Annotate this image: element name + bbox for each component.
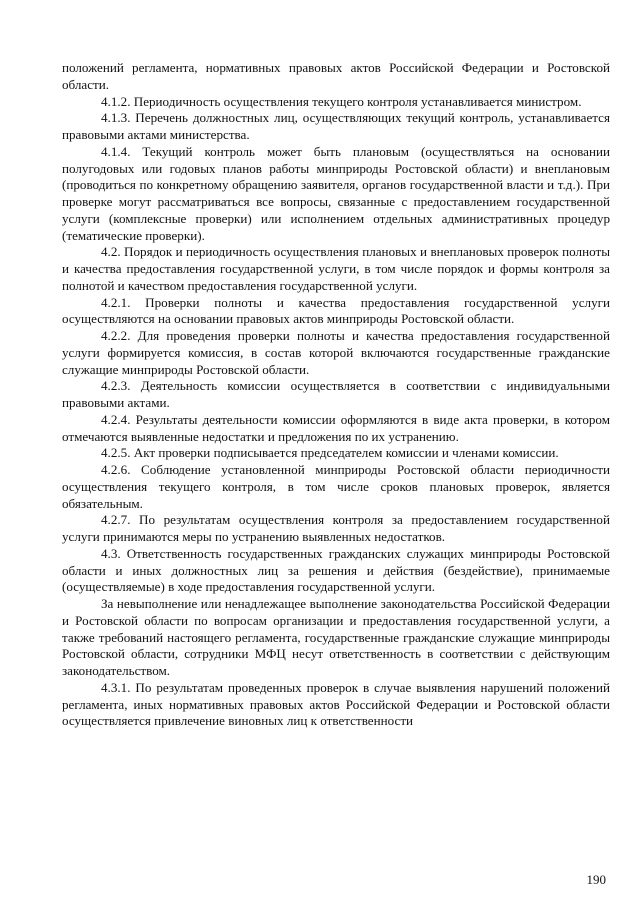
paragraph-4-1-4: 4.1.4. Текущий контроль может быть плановым (осуществляться на основании полугодовых или годовых планов работы минприроды Ростовской области) и внеплановым (проводиться по конкретному обращению заявителя, органов государственной власти и т.д.). При проверке могут рассматриваться все вопросы, связанные с предоставлением государственной услуги (комплексные проверки) или исполнением отдельных административных процедур (тематические проверки). — [62, 143, 610, 243]
paragraph-4-3: 4.3. Ответственность государственных гражданских служащих минприроды Ростовской области и иных должностных лиц за решения и действия (бездействие), принимаемые (осуществляемые) в ходе предоставления государственной услуги. — [62, 545, 610, 595]
paragraph-4-2-3: 4.2.3. Деятельность комиссии осуществляется в соответствии с индивидуальными правовыми актами. — [62, 378, 610, 410]
paragraph-liability: За невыполнение или ненадлежащее выполнение законодательства Российской Федерации и Ростовской области по вопросам организации и предоставления государственной услуги, а также требований настоящего регламента, государственные гражданские служащие минприроды Ростовской области, сотрудники МФЦ несут ответственность в соответствии с действующим законодательством. — [62, 596, 610, 678]
page-body — [62, 60, 610, 730]
paragraph-4-2-7: 4.2.7. По результатам осуществления контроля за предоставлением государственной услуги принимаются меры по устранению выявленных недостатков. — [62, 512, 610, 544]
paragraph-4-2-4: 4.2.4. Результаты деятельности комиссии оформляются в виде акта проверки, в котором отмечаются выявленные недостатки и предложения по их устранению. — [62, 411, 610, 444]
paragraph-4-3-1: 4.3.1. По результатам проведенных проверок в случае выявления нарушений положений регламента, иных нормативных правовых актов Российской Федерации и Ростовской области осуществляется привлечение виновных лиц к ответственности — [62, 679, 610, 729]
page-number: 190 — [586, 872, 606, 887]
paragraph-4-1-3: 4.1.3. Перечень должностных лиц, осуществляющих текущий контроль, устанавливается правовыми актами министерства. — [62, 110, 610, 142]
paragraph-4-2: 4.2. Порядок и периодичность осуществления плановых и внеплановых проверок полноты и качества предоставления государственной услуги, в том числе порядок и формы контроля за полнотой и качеством предоставления государственной услуги. — [62, 244, 610, 293]
paragraph-4-2-5: 4.2.5. Акт проверки подписывается председателем комиссии и членами комиссии. — [101, 445, 559, 461]
paragraph-4-1-2: 4.1.2. Периодичность осуществления текущего контроля устанавливается министром. — [101, 93, 582, 109]
paragraph-4-2-1: 4.2.1. Проверки полноты и качества предоставления государственной услуги осуществляются на основании правовых актов минприроды Ростовской области. — [62, 294, 610, 327]
paragraph-4-2-2: 4.2.2. Для проведения проверки полноты и качества предоставления государственной услуги формируется комиссия, в состав которой включаются государственные гражданские служащие минприроды Ростовской области. — [62, 328, 610, 377]
paragraph-4-2-6: 4.2.6. Соблюдение установленной минприроды Ростовской области периодичности осуществления текущего контроля, в том числе сроков плановых проверок, является обязательным. — [62, 462, 610, 511]
paragraph-continuation: положений регламента, нормативных правовых актов Российской Федерации и Ростовской области. — [62, 60, 610, 92]
